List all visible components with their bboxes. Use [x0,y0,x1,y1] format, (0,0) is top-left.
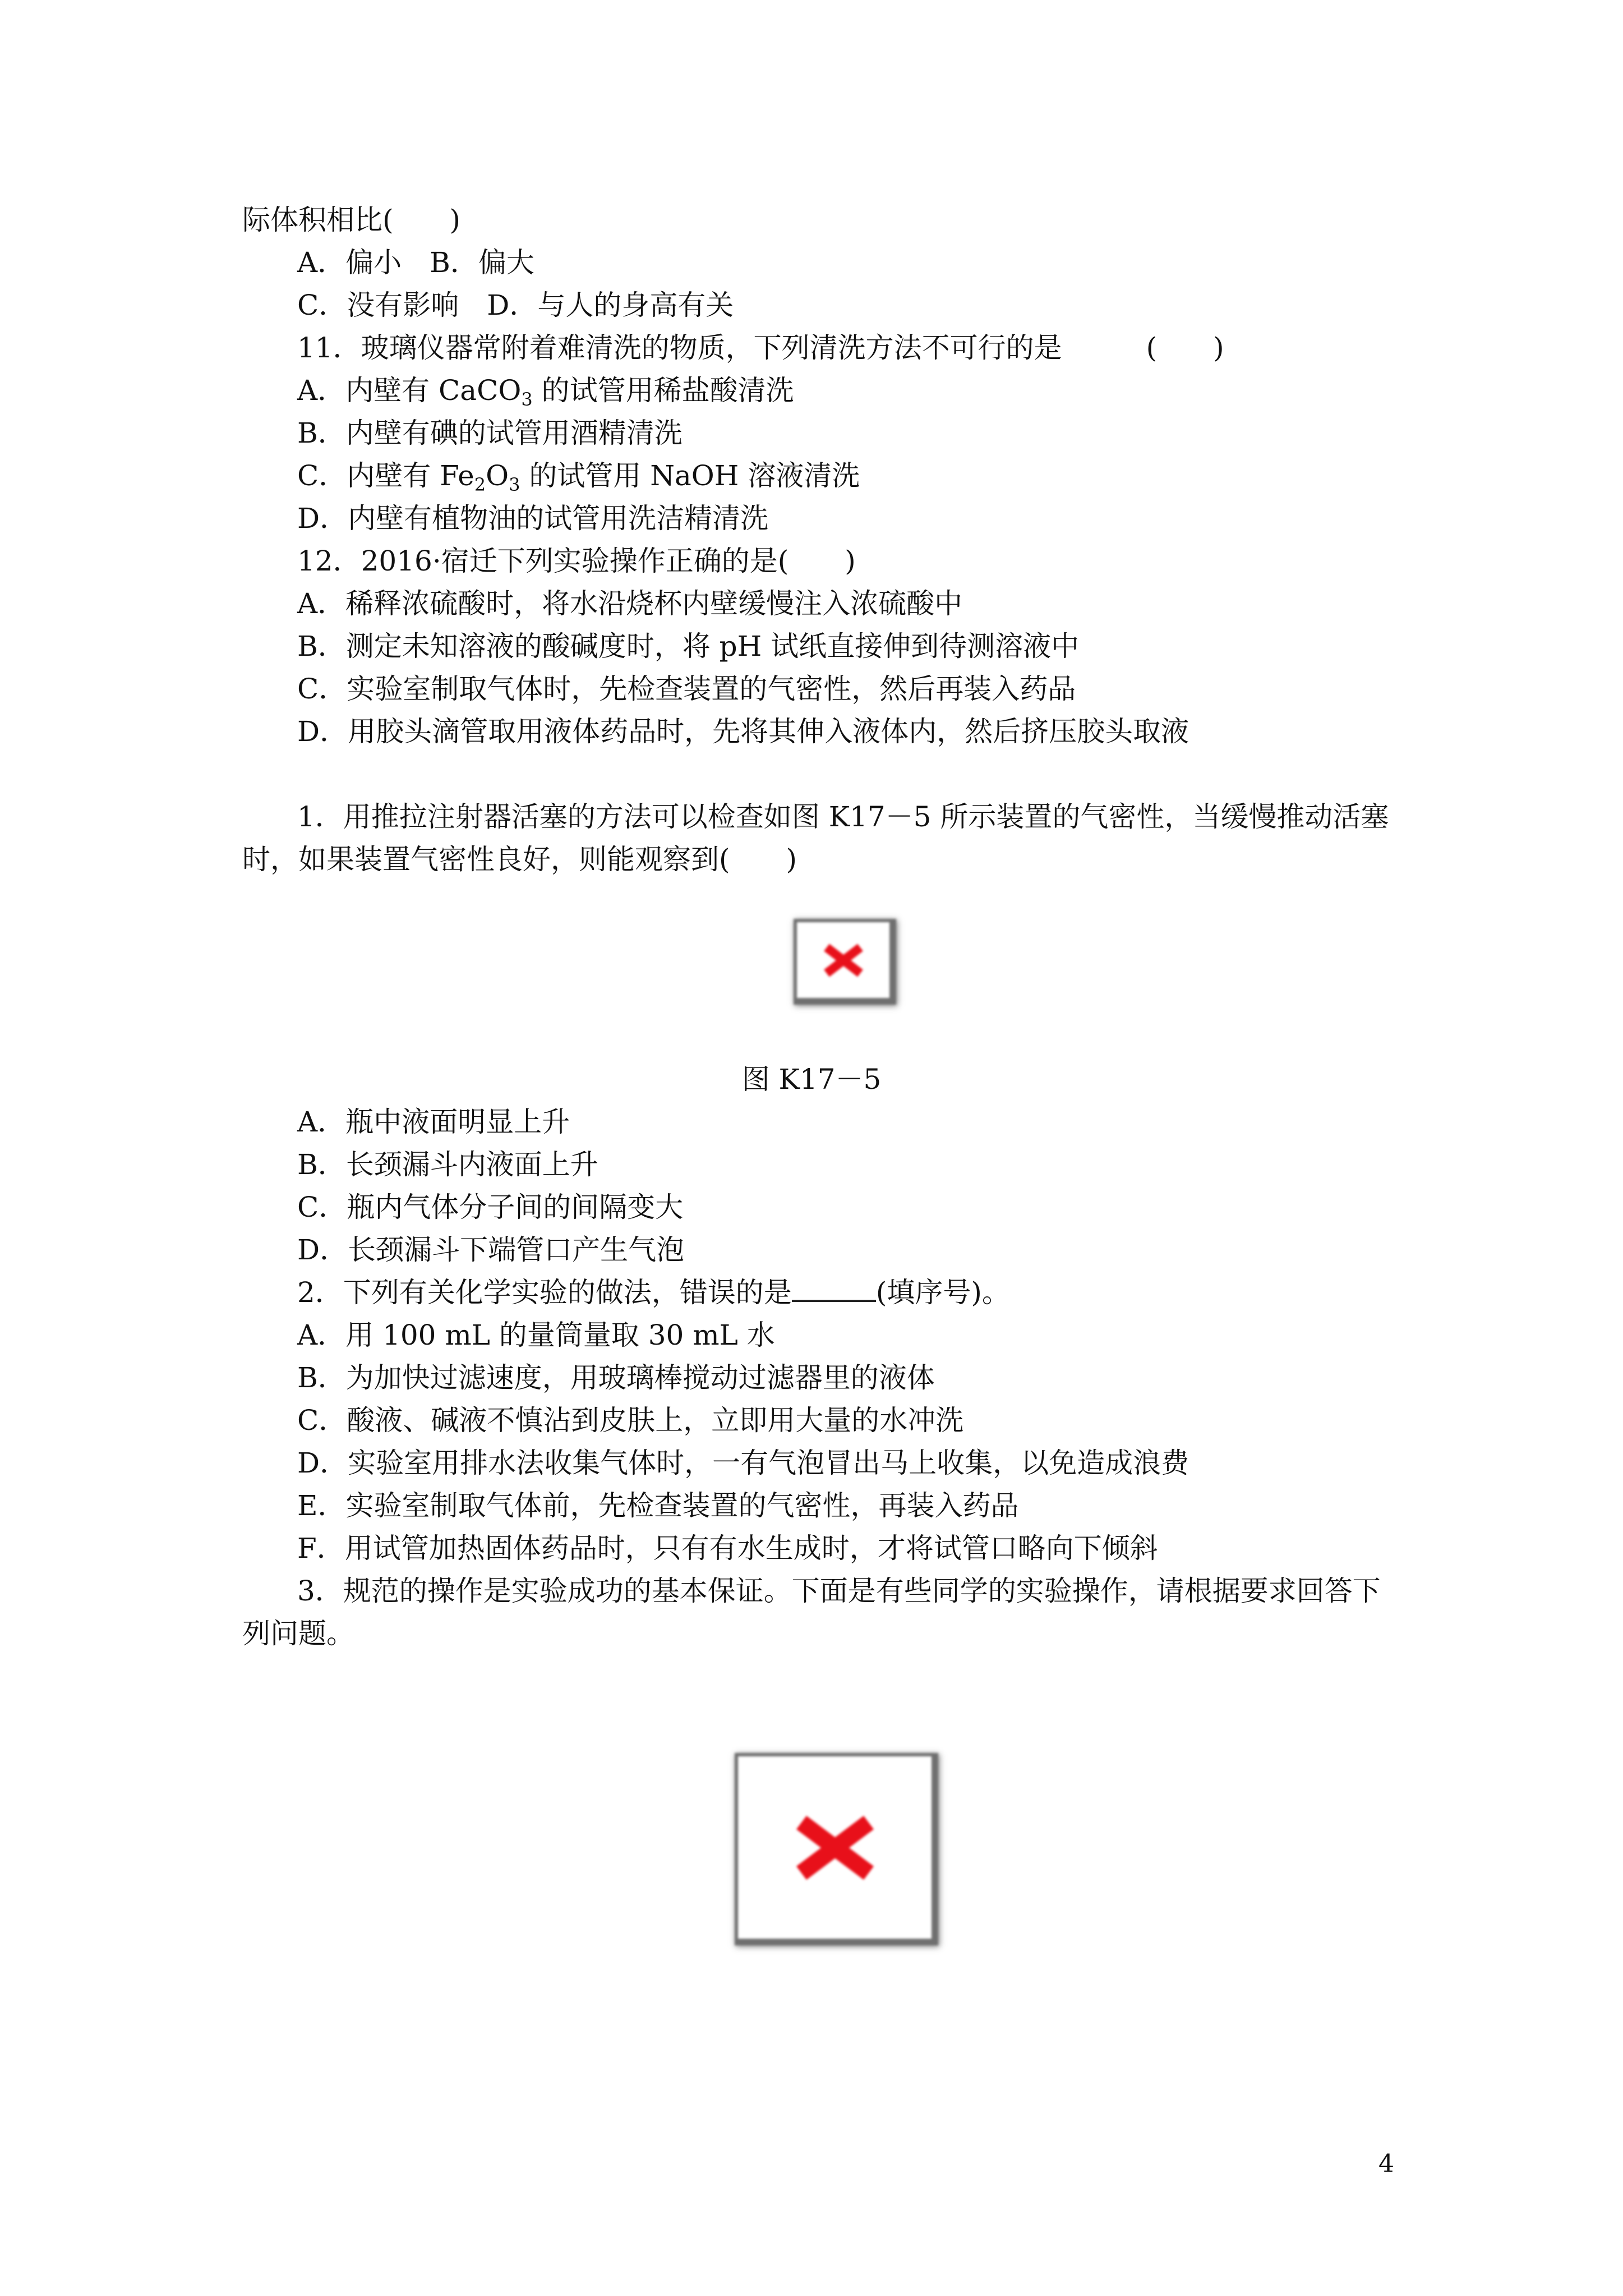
option-line: C．没有影响 D．与人的身高有关 [297,289,734,321]
broken-image-icon [794,919,896,1005]
option-line: B．长颈漏斗内液面上升 [297,1148,598,1181]
option-line: F．用试管加热固体药品时，只有有水生成时，才将试管口略向下倾斜 [297,1532,1158,1565]
option-text: 的试管用稀盐酸清洗 [532,374,794,407]
subscript: 3 [521,389,533,410]
subscript: 2 [474,474,486,495]
option-line: A．瓶中液面明显上升 [297,1106,570,1138]
option-line: D．长颈漏斗下端管口产生气泡 [297,1234,685,1266]
page-number: 4 [1378,2150,1394,2178]
question-text: 2．下列有关化学实验的做法，错误的是 [297,1276,792,1309]
option-line: A．用 100 mL 的量筒量取 30 mL 水 [297,1319,775,1351]
option-line: B．测定未知溶液的酸碱度时，将 pH 试纸直接伸到待测溶液中 [297,630,1080,662]
question-3: 3．规范的操作是实验成功的基本保证。下面是有些同学的实验操作，请根据要求回答下 [297,1575,1381,1607]
text-line: 列问题。 [242,1617,354,1650]
red-x-icon [785,1809,886,1887]
option-line: C．酸液、碱液不慎沾到皮肤上，立即用大量的水冲洗 [297,1404,964,1437]
option-line: A．偏小 B．偏大 [297,246,534,279]
option-line: D．内壁有植物油的试管用洗洁精清洗 [297,502,769,535]
option-line: A．稀释浓硫酸时，将水沿烧杯内壁缓慢注入浓硫酸中 [297,587,963,620]
option-line: D．用胶头滴管取用液体药品时，先将其伸入液体内，然后挤压胶头取液 [297,715,1189,748]
option-line: B．内壁有碘的试管用酒精清洗 [297,417,683,449]
option-line [297,372,794,408]
option-text: A．内壁有 CaCO [297,374,522,407]
red-x-icon [818,941,869,980]
question-1: 1．用推拉注射器活塞的方法可以检查如图 K17－5 所示装置的气密性，当缓慢推动活塞 [297,800,1389,833]
option-line: E．实验室制取气体前，先检查装置的气密性，再装入药品 [297,1489,1019,1522]
question-2 [297,1274,1010,1310]
option-text: 的试管用 NaOH 溶液清洗 [520,459,860,492]
text-line: 际体积相比( ) [242,204,461,236]
option-line: B．为加快过滤速度，用玻璃棒搅动过滤器里的液体 [297,1361,935,1394]
figure-caption: 图 K17－5 [741,1063,882,1096]
option-line: C．瓶内气体分子间的间隔变大 [297,1191,684,1223]
option-line: C．实验室制取气体时，先检查装置的气密性，然后再装入药品 [297,673,1076,705]
question-12: 12．2016·宿迁下列实验操作正确的是( ) [297,545,856,577]
option-text: C．内壁有 Fe [297,459,474,492]
option-line [297,458,860,494]
subscript: 3 [509,474,520,495]
question-text: (填序号)。 [875,1276,1010,1309]
option-text: O [486,459,509,492]
broken-image-icon [735,1753,938,1945]
option-line: D．实验室用排水法收集气体时，一有气泡冒出马上收集，以免造成浪费 [297,1447,1189,1479]
text-line: 时，如果装置气密性良好，则能观察到( ) [242,843,797,876]
answer-blank [792,1277,876,1302]
question-11: 11．玻璃仪器常附着难清洗的物质，下列清洗方法不可行的是 ( ) [297,332,1224,364]
